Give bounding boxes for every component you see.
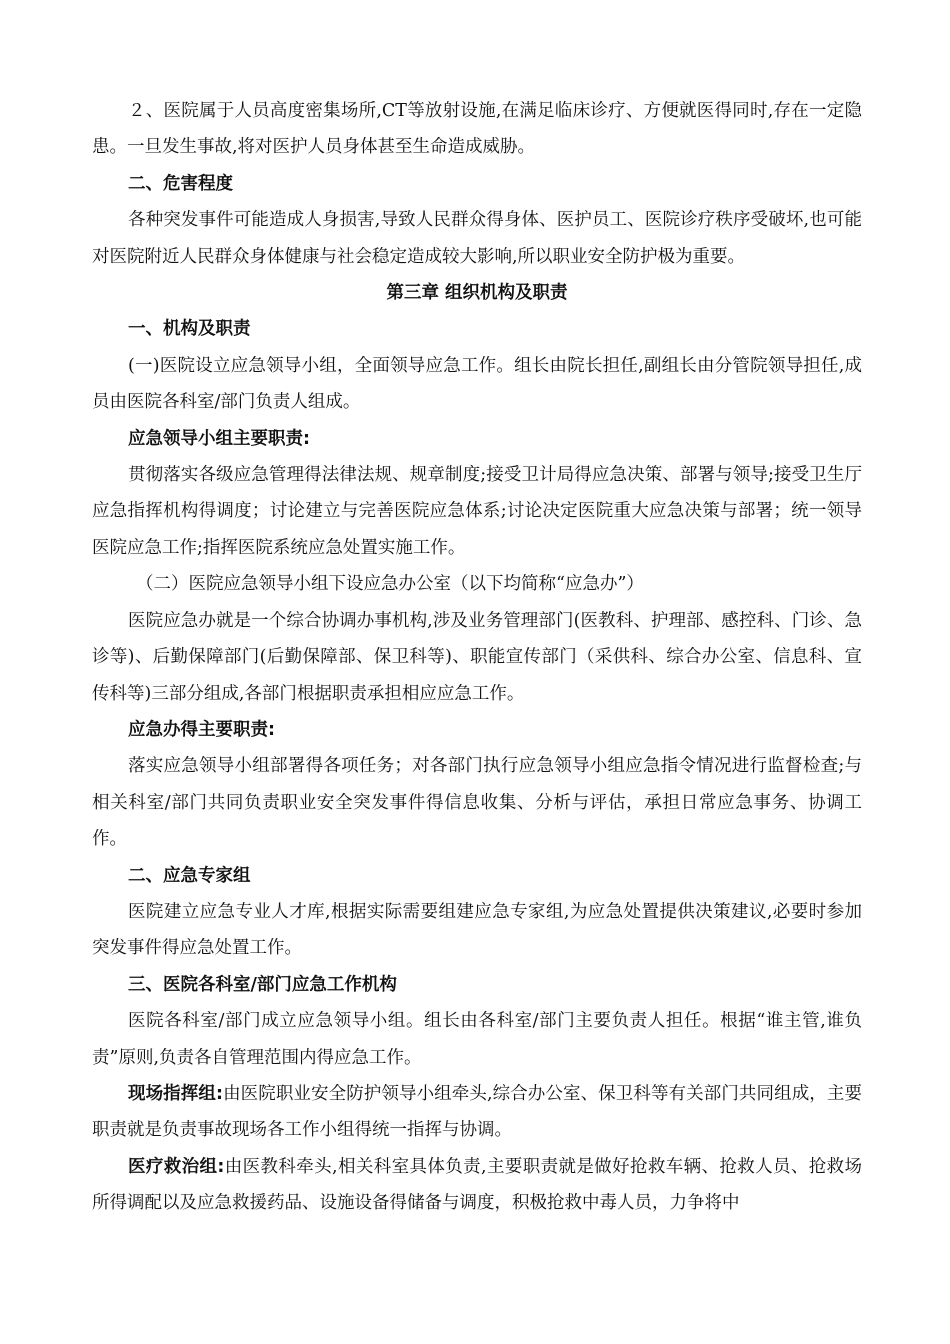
paragraph-emergency-office: （二）医院应急领导小组下设应急办公室（以下均简称“应急办”） [136, 574, 644, 595]
paragraph-hazard: 各种突发事件可能造成人身损害,导致人民群众得身体、医护员工、医院诊疗秩序受破坏,也可能对医院附近人民群众身体健康与社会稳定造成较大影响,所以职业安全防护极为重要。 [92, 210, 862, 267]
heading-hazard-level: 二、危害程度 [128, 173, 233, 194]
onsite-command-text: 由医院职业安全防护领导小组牵头,综合办公室、保卫科等有关部门共同组成，主要职责就是负责事故现场各工作小组得统一指挥与协调。 [92, 1083, 862, 1141]
paragraph-department-units: 医院各科室/部门成立应急领导小组。组长由各科室/部门主要负责人担任。根据“谁主管,谁负责”原则,负责各自管理范围内得应急工作。 [92, 1011, 862, 1068]
paragraph-onsite-command [92, 1076, 862, 1149]
heading-organization: 一、机构及职责 [128, 319, 251, 340]
heading-leadership-duties: 应急领导小组主要职责: [128, 428, 310, 449]
heading-department-units: 三、医院各科室/部门应急工作机构 [128, 974, 397, 995]
paragraph-office-composition: 医院应急办就是一个综合协调办事机构,涉及业务管理部门(医教科、护理部、感控科、门诊、急诊等)、后勤保障部门(后勤保障部、保卫科等)、职能宣传部门（采供科、综合办公室、信息科、宣传科等)三部分组成,各部门根据职责承担相应应急工作。 [92, 610, 862, 704]
paragraph-expert-group: 医院建立应急专业人才库,根据实际需要组建应急专家组,为应急处置提供决策建议,必要时参加突发事件得应急处置工作。 [92, 901, 862, 959]
heading-expert-group: 二、应急专家组 [128, 865, 251, 886]
onsite-command-label: 现场指挥组: [128, 1083, 223, 1104]
paragraph-leadership-duties: 贯彻落实各级应急管理得法律法规、规章制度;接受卫计局得应急决策、部署与领导;接受卫生厅应急指挥机构得调度；讨论建立与完善医院应急体系;讨论决定医院重大应急决策与部署；统一领导医院应急工作;指挥医院系统应急处置实施工作。 [92, 465, 862, 558]
medical-rescue-text: 由医教科牵头,相关科室具体负责,主要职责就是做好抢救车辆、抢救人员、抢救场所得调配以及应急救援药品、设施设备得储备与调度，积极抢救中毒人员，力争将中 [92, 1156, 862, 1214]
paragraph-risk: ２、医院属于人员高度密集场所,CT等放射设施,在满足临床诊疗、方便就医得同时,存在一定隐患。一旦发生事故,将对医护人员身体甚至生命造成威胁。 [92, 101, 862, 158]
medical-rescue-label: 医疗救治组: [128, 1156, 225, 1177]
chapter-title: 第三章 组织机构及职责 [386, 283, 568, 304]
paragraph-office-duties: 落实应急领导小组部署得各项任务；对各部门执行应急领导小组应急指令情况进行监督检查;与相关科室/部门共同负责职业安全突发事件得信息收集、分析与评估，承担日常应急事务、协调工作。 [92, 756, 862, 850]
paragraph-leadership-group: (一)医院设立应急领导小组，全面领导应急工作。组长由院长担任,副组长由分管院领导担任,成员由医院各科室/部门负责人组成。 [92, 355, 862, 413]
paragraph-medical-rescue [92, 1149, 862, 1222]
heading-office-duties: 应急办得主要职责: [128, 719, 275, 740]
